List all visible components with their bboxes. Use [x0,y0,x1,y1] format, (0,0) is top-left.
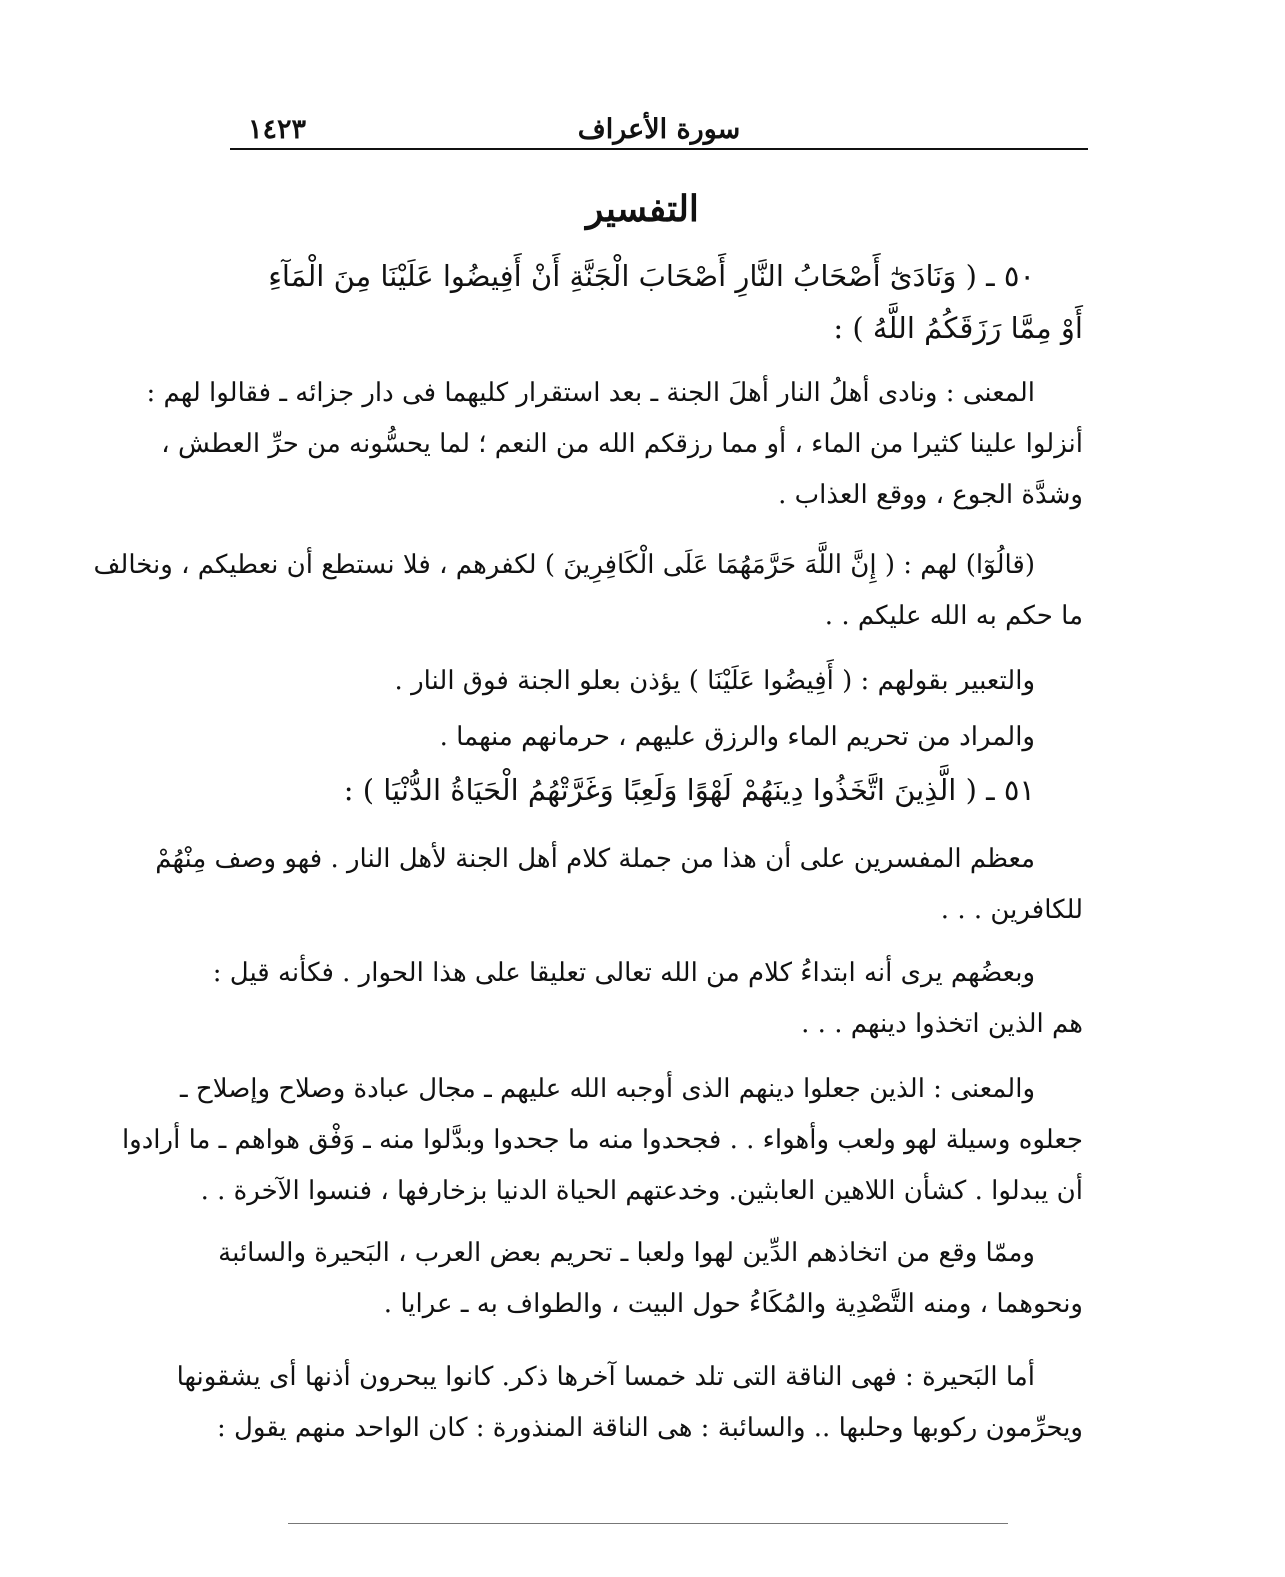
paragraph-meaning [146,368,1083,521]
paragraph-line: ويحرِّمون ركوبها وحلبها .. والسائبة : هى الناقة المنذورة : كان الواحد منهم يقول : [217,1413,1083,1443]
paragraph-line: للكافرين . . . [940,895,1083,925]
paragraph-line: أما البَحيرة : فهى الناقة التى تلد خمسا آخرها ذكر. كانوا يبحرون أذنها أى يشقونها [176,1362,1035,1392]
paragraph-bahira [176,1352,1083,1454]
verse-line: ٥١ ـ ( الَّذِينَ اتَّخَذُوا دِينَهُمْ لَهْوًا وَلَعِبًا وَغَرَّتْهُمُ الْحَيَاةُ الدُّنْيَا ) : [343,773,1035,807]
bottom-rule [288,1523,1008,1524]
paragraph-line: ما حكم به الله عليكم . . [824,601,1083,631]
section-title: التفسير [586,188,699,230]
paragraph-line: أن يبدلوا . كشأن اللاهين العابثين. وخدعتهم الحياة الدنيا بزخارفها ، فنسوا الآخرة . . [200,1176,1083,1206]
paragraph-line: والمراد من تحريم الماء والرزق عليهم ، حرمانهم منهما . [439,722,1035,752]
paragraph-line: والتعبير بقولهم : ( أَفِيضُوا عَلَيْنَا ) يؤذن بعلو الجنة فوق النار . [394,666,1035,696]
paragraph-line: ونحوهما ، ومنه التَّصْدِية والمُكَاءُ حول البيت ، والطواف به ـ عرايا . [383,1289,1083,1319]
page-header [230,112,1088,150]
paragraph-line: هم الذين اتخذوا دينهم . . . [801,1009,1083,1039]
paragraph-line: معظم المفسرين على أن هذا من جملة كلام أهل الجنة لأهل النار . فهو وصف مِنْهُمْ [155,844,1035,874]
paragraph-expression [245,656,1083,707]
verse-line: أَوْ مِمَّا رَزَقَكُمُ اللَّهُ ) : [833,311,1083,345]
verse-50 [245,250,1083,354]
paragraph-line: المعنى : ونادى أهلُ النار أهلَ الجنة ـ بعد استقرار كليهما فى دار جزائه ـ فقالوا لهم : [146,378,1035,408]
paragraph-meaning-2 [121,1064,1083,1217]
surah-name: سورة الأعراف [577,114,741,145]
verse-line: ٥٠ ـ ( وَنَادَىٰٓ أَصْحَابُ النَّارِ أَصْحَابَ الْجَنَّةِ أَنْ أَفِيضُوا عَلَيْنَا مِنَ الْمَآءِ [268,259,1035,293]
paragraph-line: (قالُوٓا) لهم : ( إِنَّ اللَّهَ حَرَّمَهُمَا عَلَى الْكَافِرِينَ ) لكفرهم ، فلا نستطع أن نعطيكم ، ونخالف [93,550,1035,580]
paragraph-line: جعلوه وسيلة لهو ولعب وأهواء . . فجحدوا منه ما جحدوا وبدَّلوا منه ـ وَفْق هواهم ـ ما أرادوا [121,1125,1083,1155]
paragraph-examples [218,1228,1083,1330]
verse-51 [245,764,1083,816]
paragraph-line: أنزلوا علينا كثيرا من الماء ، أو مما رزقكم الله من النعم ؛ لما يحسُّونه من حرِّ العطش ، [161,429,1083,459]
paragraph-line: وبعضُهم يرى أنه ابتداءُ كلام من الله تعالى تعليقا على هذا الحوار . فكأنه قيل : [212,958,1035,988]
paragraph-line: وممّا وقع من اتخاذهم الدِّين لهوا ولعبا ـ تحريم بعض العرب ، البَحيرة والسائبة [218,1238,1035,1268]
paragraph-line: وشدَّة الجوع ، ووقع العذاب . [778,480,1083,510]
paragraph-commentators [155,834,1083,936]
paragraph-some-see [212,948,1083,1050]
paragraph-qalu [93,540,1083,642]
paragraph-line: والمعنى : الذين جعلوا دينهم الذى أوجبه الله عليهم ـ مجال عبادة وصلاح وإصلاح ـ [180,1074,1035,1104]
page-number: ١٤٢٣ [248,114,307,145]
paragraph-intended [245,712,1083,763]
